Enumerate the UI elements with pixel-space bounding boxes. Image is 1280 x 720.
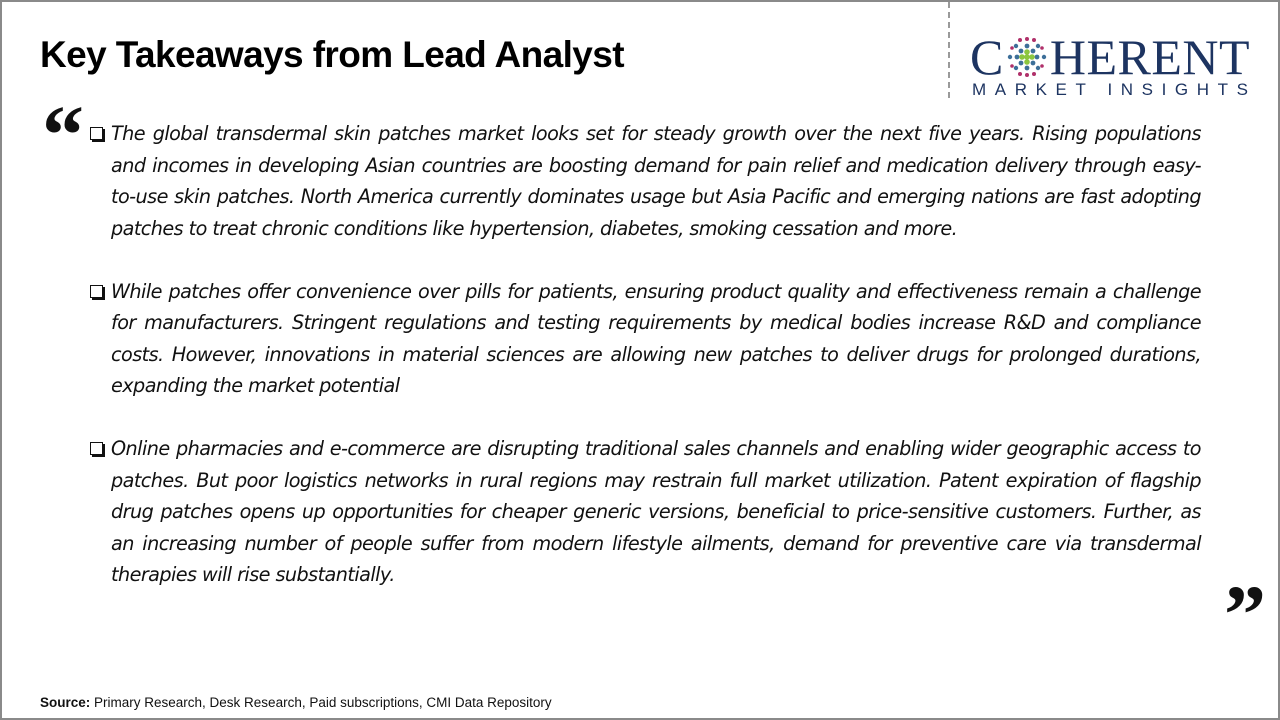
logo-letter-c: C [970, 29, 1004, 85]
takeaway-text: While patches offer convenience over pills for patients, ensuring product quality and effectiveness remain a challenge for manufacturers. Stringent regulations and testing requirements by medical bodies increase R&D and compliance costs. However, innovations in material sciences are allowing new patches to deliver drugs for prolonged durations, expanding the market potential [111, 279, 1201, 397]
takeaway-list [88, 118, 1201, 622]
takeaway-item [88, 276, 1201, 402]
logo-wordmark [970, 29, 1251, 85]
checkbox-bullet-icon [90, 127, 103, 140]
logo-tagline: MARKET INSIGHTS [972, 80, 1257, 99]
takeaway-item [88, 118, 1201, 244]
source-note [40, 695, 552, 710]
dotted-globe-icon [1006, 36, 1048, 78]
open-quote-icon: “ [42, 94, 84, 142]
source-text: Primary Research, Desk Research, Paid subscriptions, CMI Data Repository [90, 695, 552, 710]
source-label: Source: [40, 695, 91, 710]
checkbox-bullet-icon [90, 442, 103, 455]
close-quote-icon: ” [1224, 574, 1266, 622]
header-divider [948, 2, 950, 98]
takeaway-text: The global transdermal skin patches market looks set for steady growth over the next five years. Rising populations and incomes in developing Asian countries are boosting demand for pain relief and medication delivery through easy-to-use skin patches. North America currently dominates usage but Asia Pacific and emerging nations are fast adopting patches to treat chronic conditions like hypertension, diabetes, smoking cessation and more. [111, 122, 1201, 240]
slide-title: Key Takeaways from Lead Analyst [40, 34, 624, 75]
checkbox-bullet-icon [90, 285, 103, 298]
logo-letters-herent: HERENT [1049, 29, 1251, 85]
company-logo [970, 29, 1266, 100]
takeaway-item [88, 433, 1201, 591]
takeaway-text: Online pharmacies and e-commerce are disrupting traditional sales channels and enabling wider geographic access to patches. But poor logistics networks in rural regions may restrain full market utilization. Patent expiration of flagship drug patches opens up opportunities for cheaper generic versions, beneficial to price-sensitive customers. Further, as an increasing number of people suffer from modern lifestyle ailments, demand for preventive care via transdermal therapies will rise substantially. [111, 437, 1201, 586]
